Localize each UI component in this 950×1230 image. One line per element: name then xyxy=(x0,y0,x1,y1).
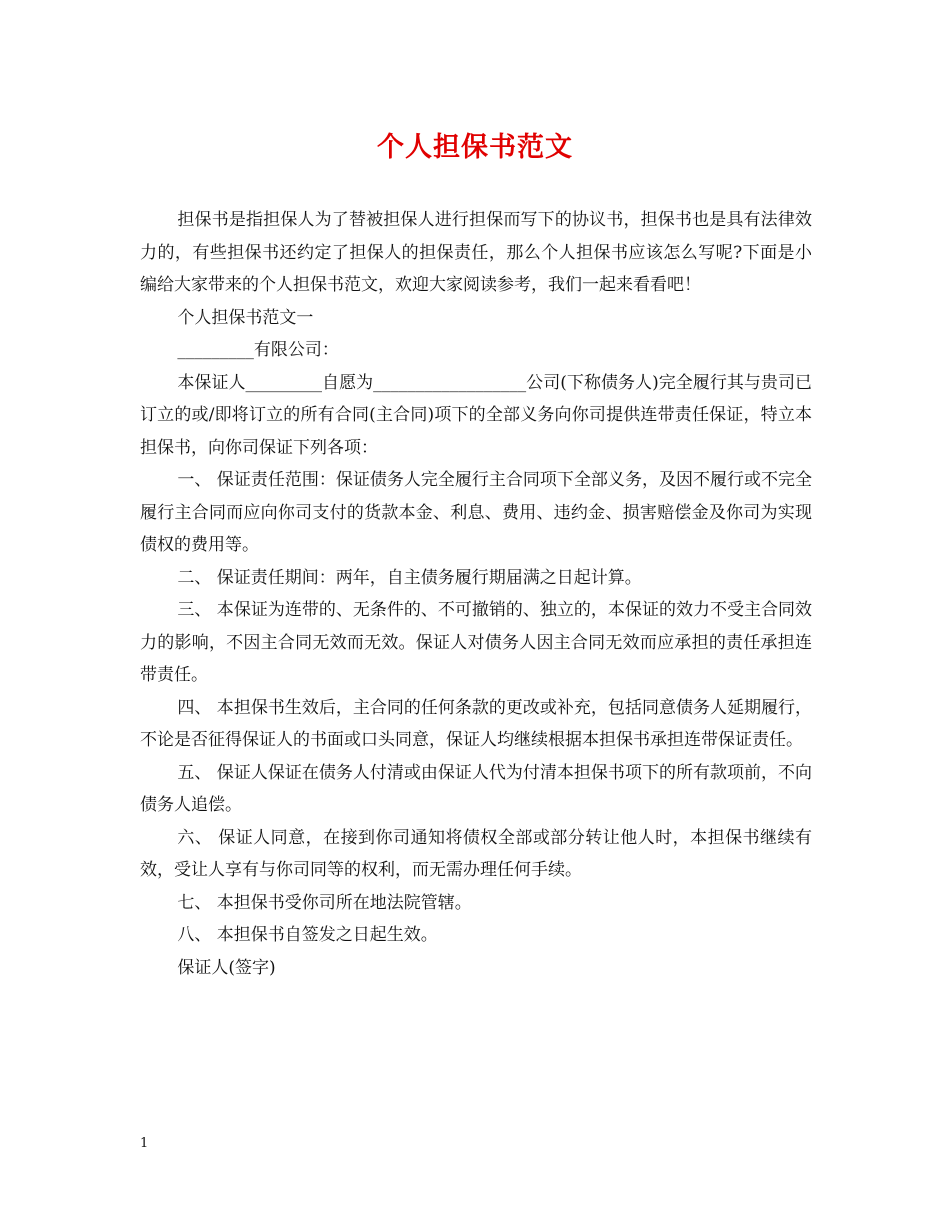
clause-8: 八、 本担保书自签发之日起生效。 xyxy=(177,925,438,945)
document-title: 个人担保书范文 xyxy=(377,132,573,163)
clause-1: 一、 保证责任范围：保证债务人完全履行主合同项下全部义务，及因不履行或不完全履行主合同而应向你司支付的货款本金、利息、费用、违约金、损害赔偿金及你司为实现债权的费用等。 xyxy=(140,470,812,555)
clause-6: 六、 保证人同意，在接到你司通知将债权全部或部分转让他人时，本担保书继续有效，受让人享有与你司同等的权利，而无需办理任何手续。 xyxy=(140,827,812,880)
signature-line: 保证人(签字) xyxy=(177,957,276,978)
page-number: 1 xyxy=(140,1136,149,1151)
document-body xyxy=(140,204,812,984)
section-heading: 个人担保书范文一 xyxy=(177,307,314,328)
clause-5: 五、 保证人保证在债务人付清或由保证人代为付清本担保书项下的所有款项前，不向债务人追偿。 xyxy=(140,762,812,815)
intro-paragraph: 担保书是指担保人为了替被担保人进行担保而写下的协议书，担保书也是具有法律效力的，有些担保书还约定了担保人的担保责任，那么个人担保书应该怎么写呢?下面是小编给大家带来的个人担保书范文，欢迎大家阅读参考，我们一起来看看吧！ xyxy=(140,210,812,295)
clause-4: 四、 本担保书生效后，主合同的任何条款的更改或补充，包括同意债务人延期履行，不论是否征得保证人的书面或口头同意，保证人均继续根据本担保书承担连带保证责任。 xyxy=(140,697,812,750)
clause-3: 三、 本保证为连带的、无条件的、不可撤销的、独立的，本保证的效力不受主合同效力的影响，不因主合同无效而无效。保证人对债务人因主合同无效而应承担的责任承担连带责任。 xyxy=(140,600,812,685)
addressee-line: _________有限公司： xyxy=(177,340,339,360)
guarantee-statement: 本保证人_________自愿为__________________公司(下称债务人)完全履行其与贵司已订立的或/即将订立的所有合同(主合同)项下的全部义务向你司提供连带责任保证，特立本担保书，向你司保证下列各项： xyxy=(140,372,812,458)
clause-2: 二、 保证责任期间：两年，自主债务履行期届满之日起计算。 xyxy=(177,567,642,588)
clause-7: 七、 本担保书受你司所在地法院管辖。 xyxy=(177,892,472,913)
